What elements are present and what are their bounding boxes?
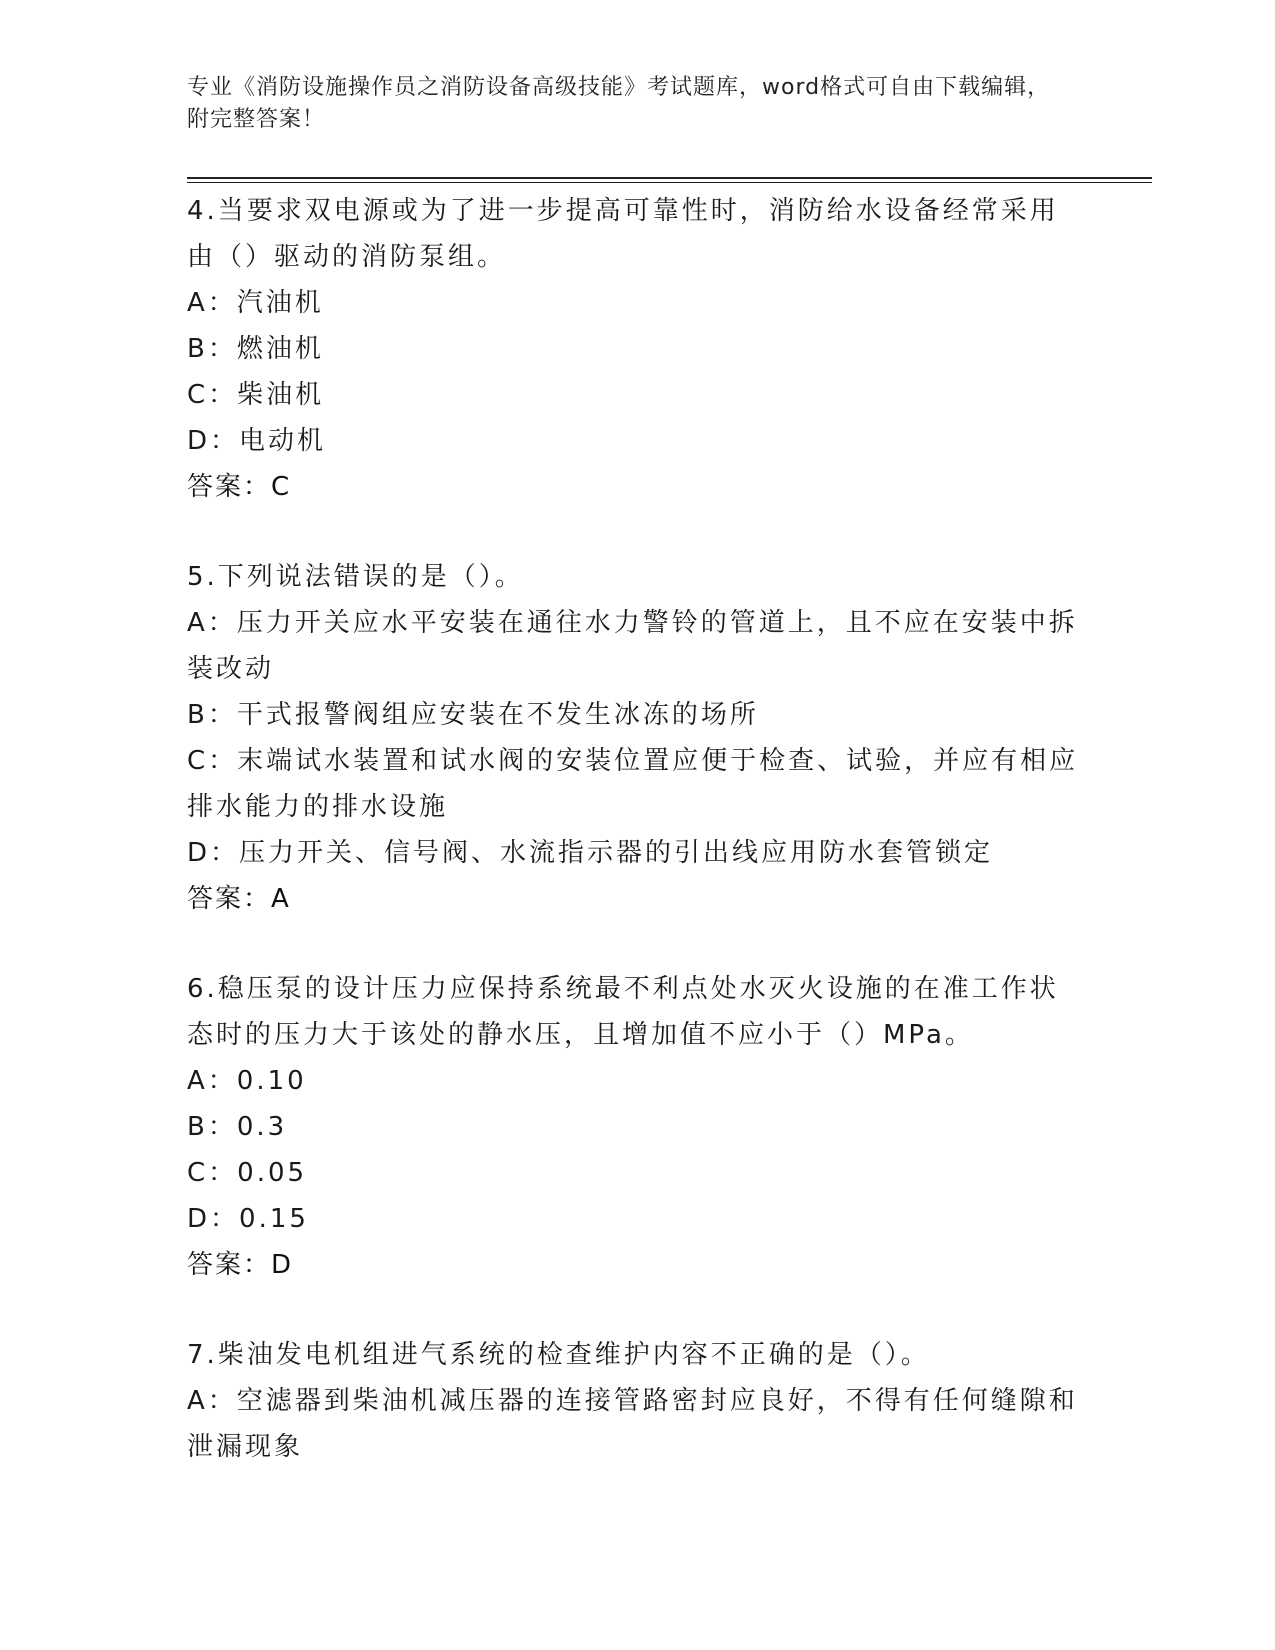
answer: 答案：A bbox=[187, 884, 291, 914]
question-4 bbox=[187, 188, 1087, 510]
option-a: A：0.10 bbox=[187, 1066, 307, 1096]
question-stem: 7.柴油发电机组进气系统的检查维护内容不正确的是（）。 bbox=[187, 1340, 930, 1370]
option-b: B：0.3 bbox=[187, 1112, 288, 1142]
option-d: D：电动机 bbox=[187, 426, 327, 456]
question-7 bbox=[187, 1332, 1087, 1470]
option-b: B：燃油机 bbox=[187, 334, 324, 364]
option-a: A：压力开关应水平安装在通往水力警铃的管道上，且不应在安装中拆装改动 bbox=[187, 608, 1078, 684]
question-stem: 4.当要求双电源或为了进一步提高可靠性时，消防给水设备经常采用由（）驱动的消防泵组。 bbox=[187, 196, 1059, 272]
option-d: D：压力开关、信号阀、水流指示器的引出线应用防水套管锁定 bbox=[187, 838, 994, 868]
answer: 答案：D bbox=[187, 1250, 294, 1280]
header-divider-thick bbox=[187, 177, 1152, 179]
option-d: D：0.15 bbox=[187, 1204, 309, 1234]
option-c: C：柴油机 bbox=[187, 380, 325, 410]
option-a: A：汽油机 bbox=[187, 288, 324, 318]
question-5 bbox=[187, 554, 1087, 922]
question-stem: 6.稳压泵的设计压力应保持系统最不利点处水灭火设施的在准工作状态时的压力大于该处的静水压，且增加值不应小于（）MPa。 bbox=[187, 974, 1059, 1050]
header-divider-thin bbox=[187, 182, 1152, 183]
option-c: C：0.05 bbox=[187, 1158, 308, 1188]
question-6 bbox=[187, 966, 1087, 1288]
option-c: C：末端试水装置和试水阀的安装位置应便于检查、试验，并应有相应排水能力的排水设施 bbox=[187, 746, 1079, 822]
option-a: A：空滤器到柴油机减压器的连接管路密封应良好，不得有任何缝隙和泄漏现象 bbox=[187, 1386, 1078, 1462]
question-stem: 5.下列说法错误的是（）。 bbox=[187, 562, 524, 592]
document-header: 专业《消防设施操作员之消防设备高级技能》考试题库，word格式可自由下载编辑，附完整答案！ bbox=[187, 75, 1051, 132]
question-list bbox=[187, 188, 1087, 1514]
option-b: B：干式报警阀组应安装在不发生冰冻的场所 bbox=[187, 700, 759, 730]
answer: 答案：C bbox=[187, 472, 292, 502]
